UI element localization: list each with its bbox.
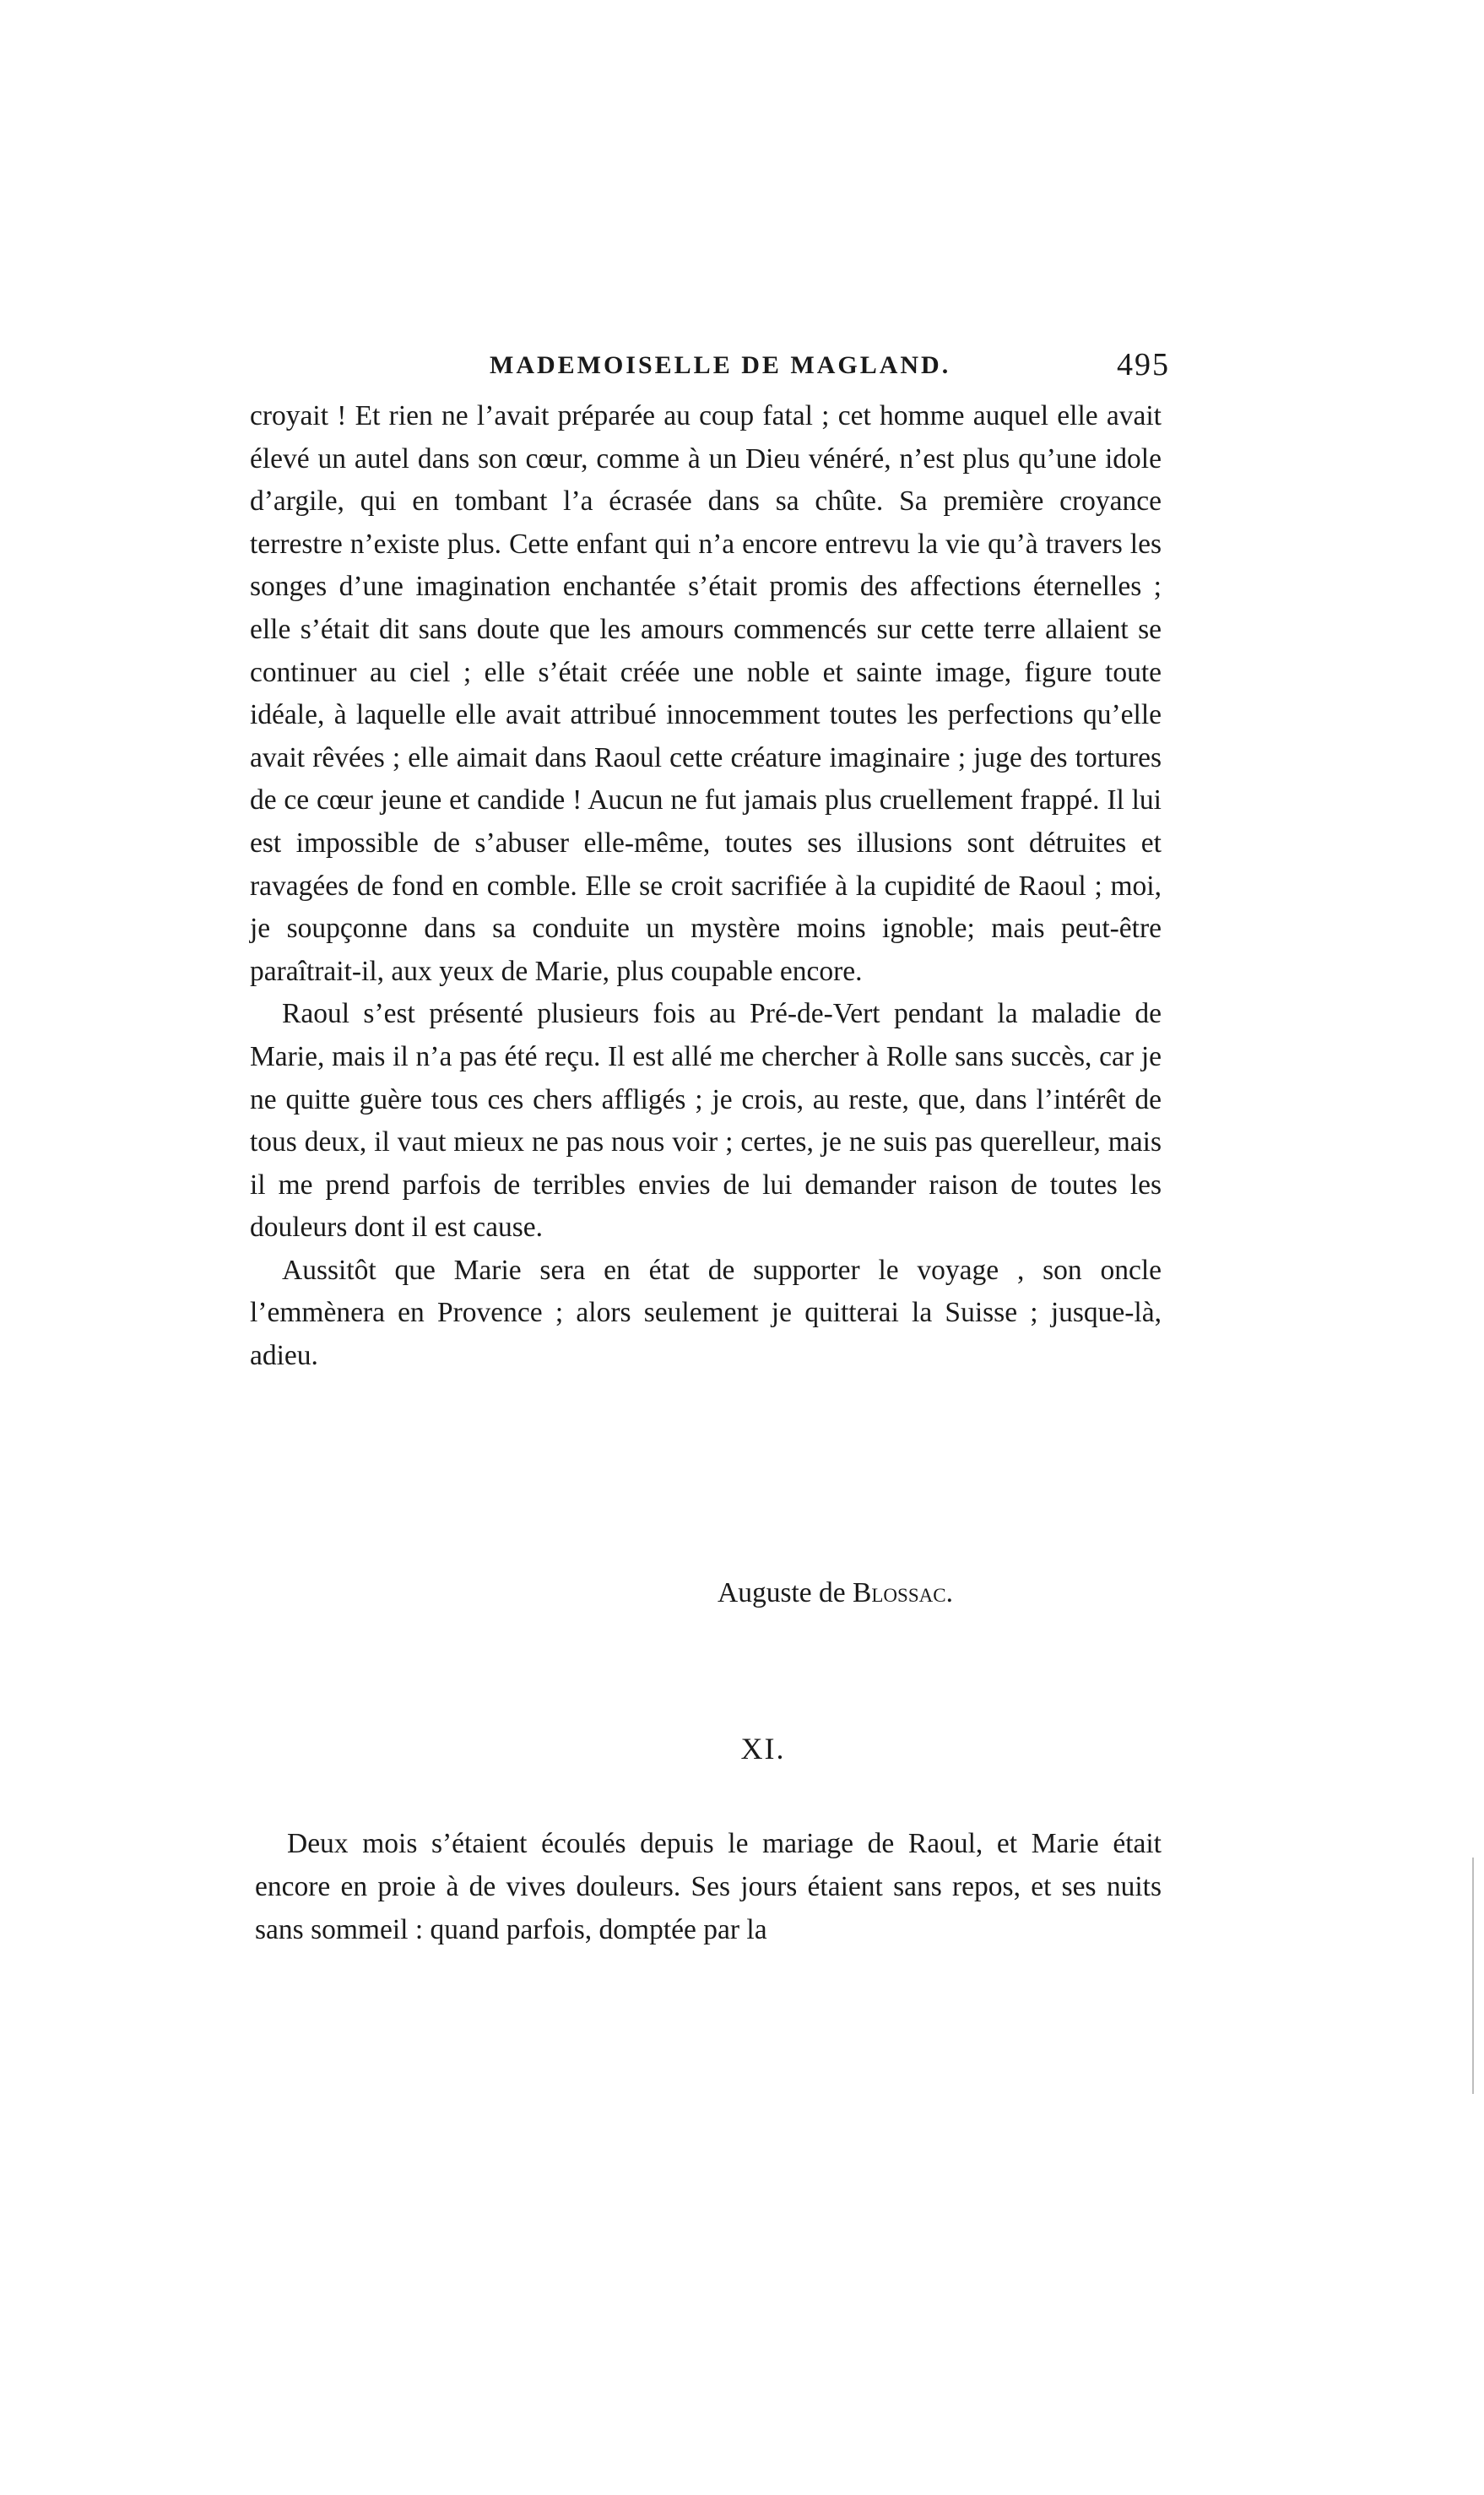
chapter-heading: XI. — [740, 1732, 786, 1765]
running-header — [250, 346, 1170, 388]
letter-body — [250, 395, 1162, 1378]
paragraph: Aussitôt que Marie sera en état de supporter le voyage , son oncle l’emmènera en Provence ; alors seulement je quitterai la Suisse ; jusque-là, adieu. — [250, 1254, 1162, 1372]
scan-edge-line — [1472, 1858, 1474, 2094]
signature-name: Blossac. — [853, 1577, 953, 1608]
letter-signature — [718, 1572, 953, 1614]
paragraph: Deux mois s’étaient écoulés depuis le mariage de Raoul, et Marie était encore en proie à de vives douleurs. Ses jours étaient sans repos, et ses nuits sans sommeil : quand parfois, domptée par la — [255, 1828, 1162, 1945]
page-number: 495 — [1117, 347, 1170, 382]
chapter-body — [255, 1822, 1162, 1951]
signature-prefix: Auguste de — [718, 1577, 853, 1608]
paragraph: Raoul s’est présenté plusieurs fois au Pré-de-Vert pendant la maladie de Marie, mais il n’a pas été reçu. Il est allé me chercher à Rolle sans succès, car je ne quitte guère tous ces chers affligés ; je crois, au reste, que, dans l’intérêt de tous deux, il vaut mieux ne pas nous voir ; certes, je ne suis pas querelleur, mais il me prend parfois de terribles envies de lui demander raison de toutes les douleurs dont il est cause. — [250, 998, 1162, 1244]
running-title: MADEMOISELLE DE MAGLAND. — [490, 351, 951, 379]
paragraph: croyait ! Et rien ne l’avait préparée au coup fatal ; cet homme auquel elle avait élevé un autel dans son cœur, comme à un Dieu vénéré, n’est plus qu’une idole d’argile, qui en tombant l’a écrasée dans sa chûte. Sa première croyance terrestre n’existe plus. Cette enfant qui n’a encore entrevu la vie qu’à travers les songes d’une imagination enchantée s’était promis des affections éternelles ; elle s’était dit sans doute que les amours commencés sur cette terre allaient se continuer au ciel ; elle s’était créée une noble et sainte image, figure toute idéale, à laquelle elle avait attribué innocemment toutes les perfections qu’elle avait rêvées ; elle aimait dans Raoul cette créature imaginaire ; juge des tortures de ce cœur jeune et candide ! Aucun ne fut jamais plus cruellement frappé. Il lui est impossible de s’abuser elle-même, toutes ses illusions sont détruites et ravagées de fond en comble. Elle se croit sacrifiée à la cupidité de Raoul ; moi, je soupçonne dans sa conduite un mystère moins ignoble; mais peut-être paraîtrait-il, aux yeux de Marie, plus coupable encore. — [250, 400, 1162, 987]
